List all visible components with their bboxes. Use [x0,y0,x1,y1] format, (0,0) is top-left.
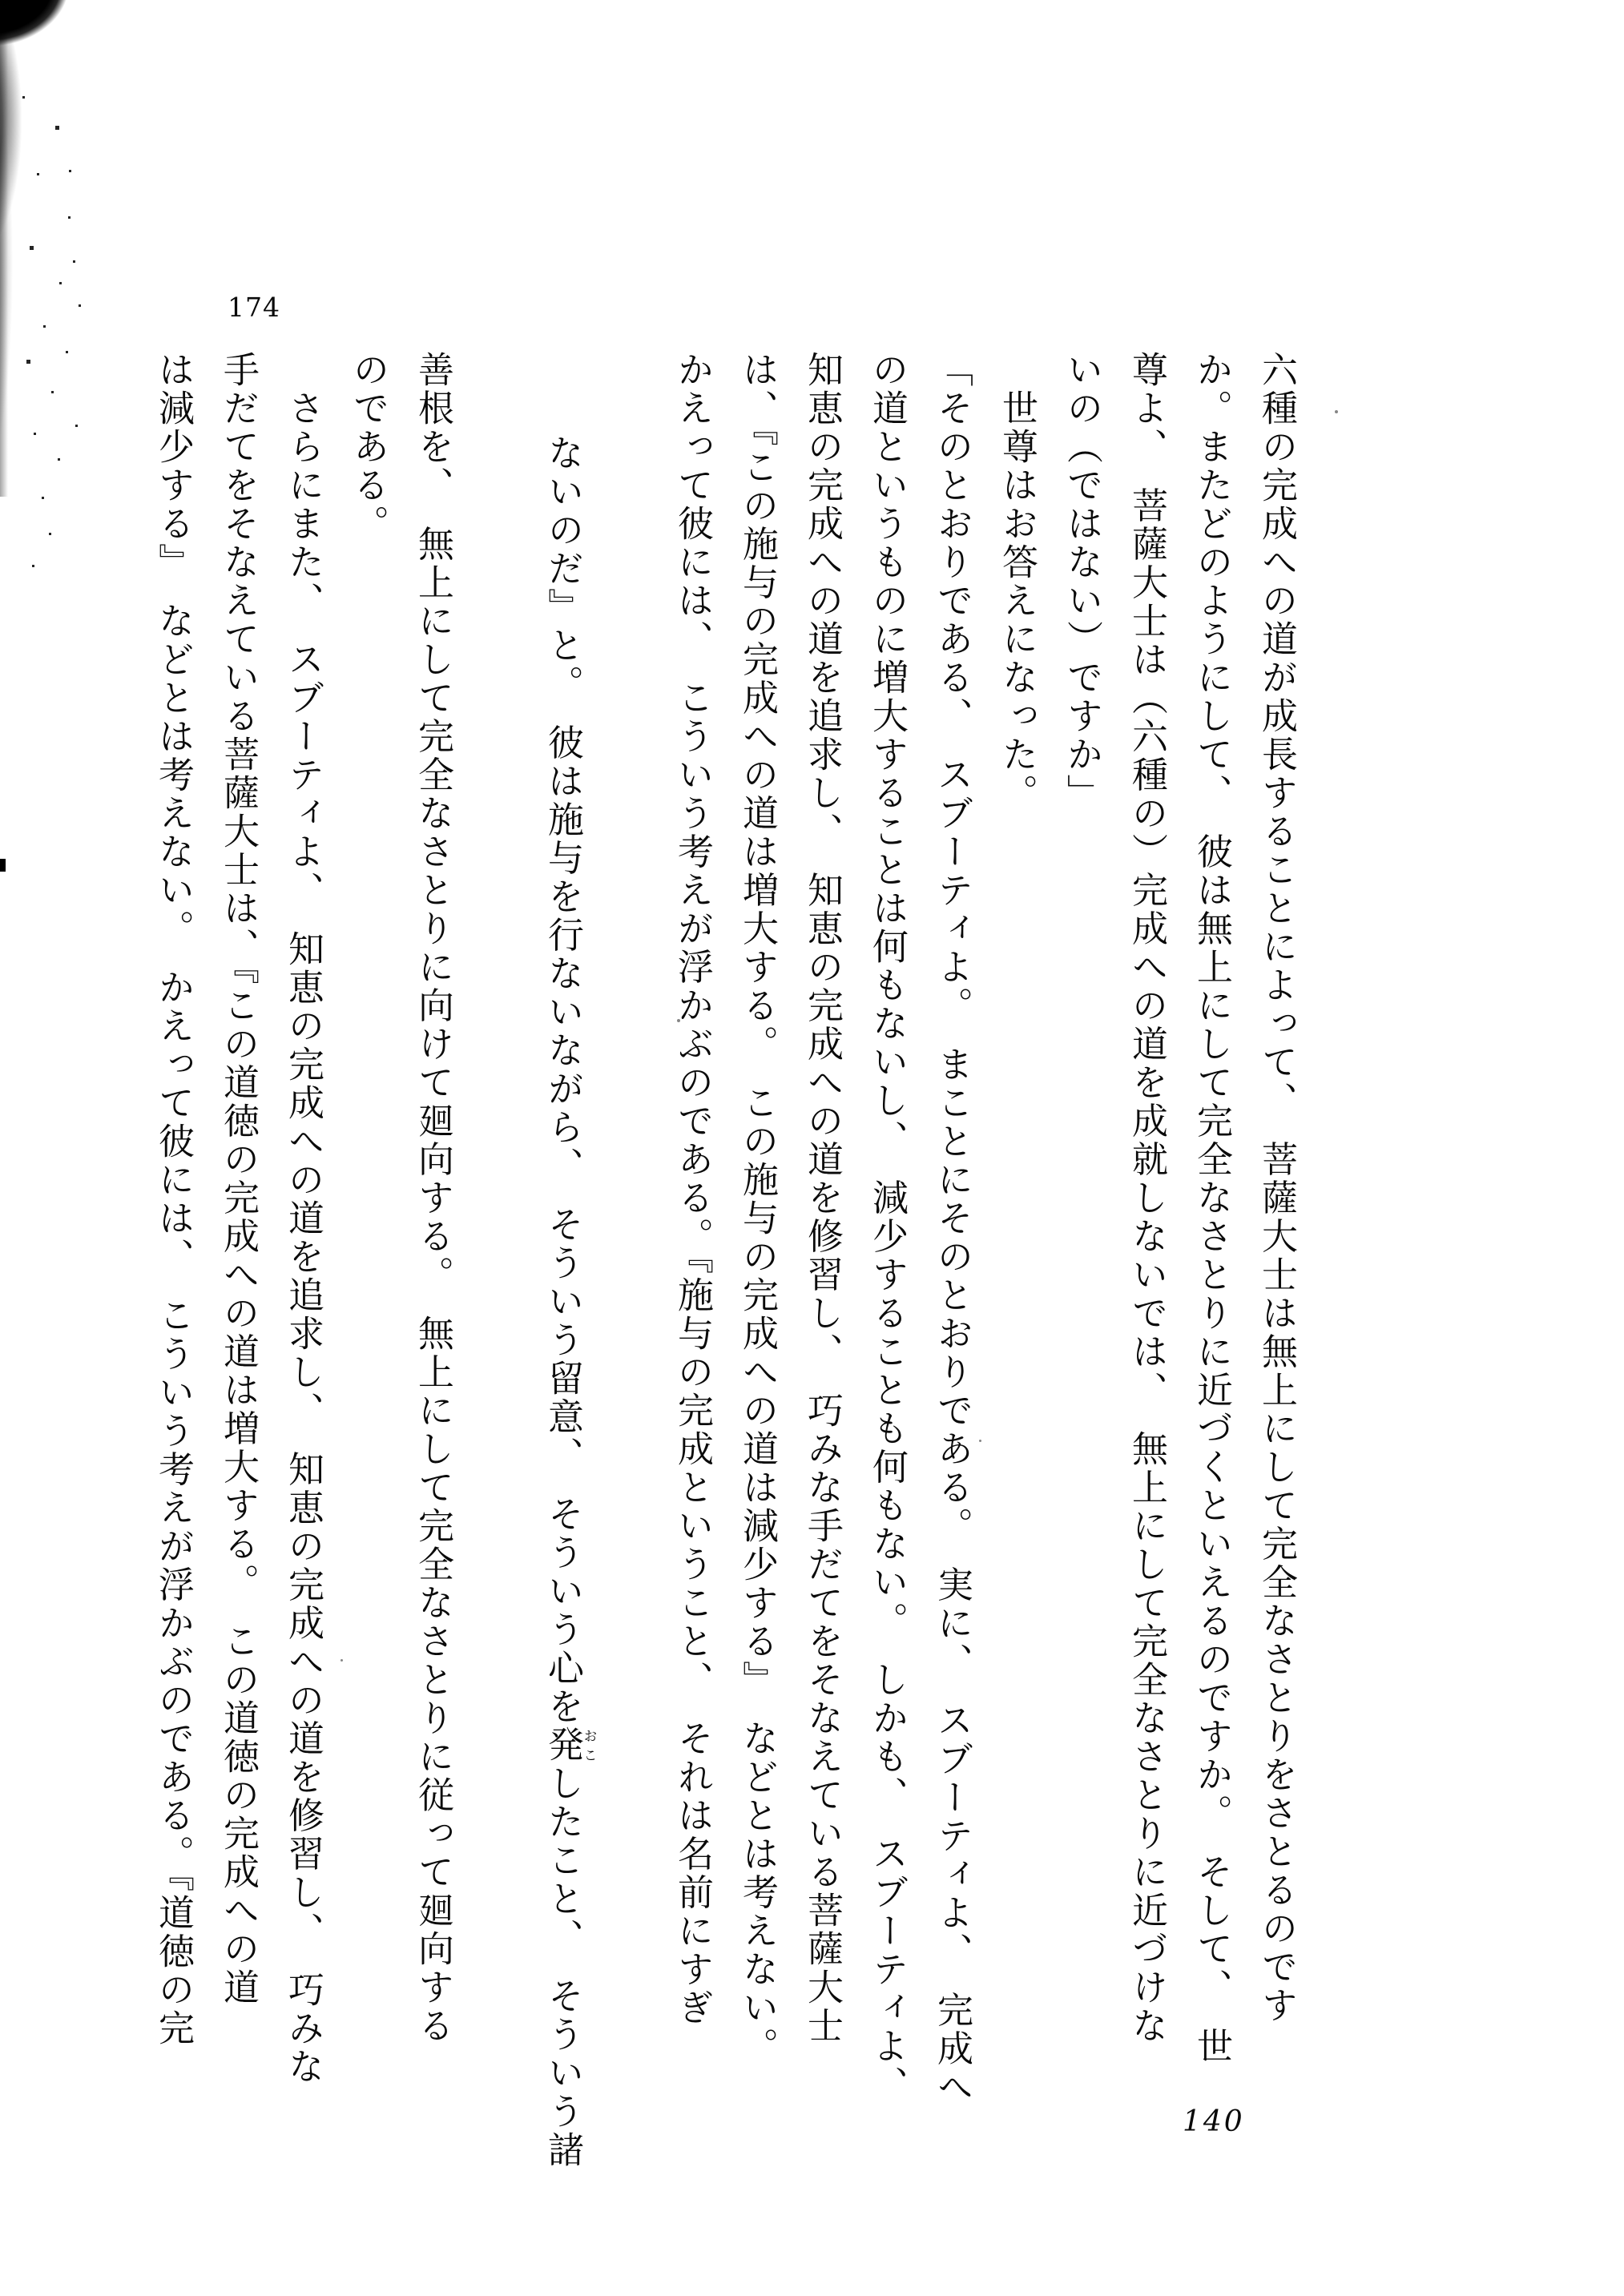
text-column-2: か。またどのようにして、 彼は無上にして完全なさとりに近づくといえるのですか。 そして、 世 [1191,351,1233,2066]
page-number-bottom: 140 [1183,2105,1245,2138]
text-column-14: さらにまた、 スブーティよ、 知恵の完成への道を追求し、 知恵の完成への道を修習し、 巧みな [282,351,324,2086]
main-text-block [141,351,1309,2169]
page-number-top: 174 [228,292,280,323]
text-column-3: 尊よ、 菩薩大士は（六種の）完成への道を成就しないでは、 無上にして完全なさとりに近づけな [1126,351,1168,2045]
scan-speckles [22,96,25,99]
text-column-4: いの（ではない）ですか」 [1061,351,1103,812]
text-column-1: 六種の完成への道が成長することによって、 菩薩大士は無上にして完全なさとりをさとるのです [1255,351,1298,2025]
text-column-11 [465,351,660,2169]
text-column-9: は、『この施与の完成への道は増大する。 この施与の完成への道は減少する』 などとは考えない。 [736,351,779,2066]
text-run: ないのだ』と。 彼は施与を行ないながら、 そういう留意、 そういう心を [542,433,584,1726]
text-column-15: 手だてをそなえている菩薩大士は、『この道徳の完成への道は増大する。 この道徳の完成への道 [217,351,260,2007]
text-column-10: かえって彼には、 こういう考えが浮かぶのである。『施与の完成ということ、 それは名前にすぎ [671,351,714,2028]
text-column-8: 知恵の完成への道を追求し、 知恵の完成への道を修習し、 巧みな手だてをそなえている菩薩大士 [801,351,844,2045]
text-column-12: 善根を、 無上にして完全なさとりに向けて廻向する。 無上にして完全なさとりに従って廻向する [412,351,454,2045]
text-column-13: のである。 [347,351,389,543]
text-column-7: の道というものに増大することは何もないし、 減少することも何もない。 しかも、 スブーティよ、 [866,351,909,2105]
dust-dot [1335,410,1338,413]
text-run: したこと、 そういう諸 [542,1764,584,2169]
text-column-16: は減少する』 などとは考えない。 かえって彼には、 こういう考えが浮かぶのである。『道徳の完 [152,351,195,2048]
text-column-5: 世尊はお答えになった。 [996,351,1038,812]
furigana-ruby [542,1726,597,1765]
corner-scan-artifact [0,0,112,497]
annotated-kanji: 発 [542,1726,584,1765]
furigana-text: おこ [580,1726,597,1765]
edge-dash-artifact [0,859,6,872]
text-column-6: 「そのとおりである、 スブーティよ。 まことにそのとおりである。 実に、 スブーティよ、 完成へ [931,351,973,2107]
